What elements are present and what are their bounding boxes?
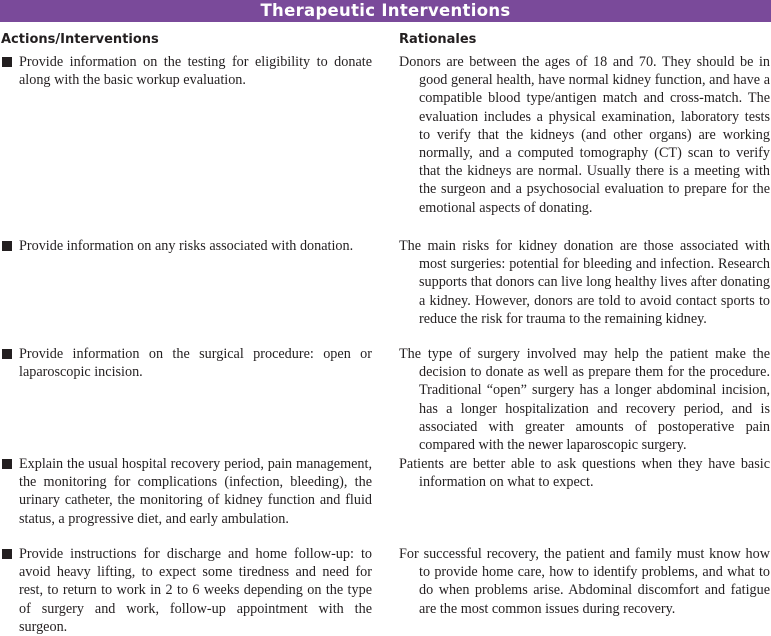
action-text: Provide information on any risks associated with donation.	[19, 238, 354, 254]
action-item	[2, 53, 372, 89]
action-item	[2, 237, 372, 255]
square-bullet-icon	[2, 549, 12, 559]
action-text: Provide information on the testing for eligibility to donate along with the basic workup evaluation.	[19, 54, 372, 89]
rationale-text: The type of surgery involved may help the patient make the decision to donate as well as prepare them for the procedure. Traditional “open” surgery has a longer abdominal incision, has a longer hospitalization and recovery period, and is associated with greater amounts of postoperative pain compared with the newer laparoscopic surgery.	[399, 346, 770, 454]
section-title: Therapeutic Interventions	[0, 0, 771, 22]
action-text: Explain the usual hospital recovery period, pain management, the monitoring for complications (infection, bleeding), the urinary catheter, the monitoring of kidney function and fluid status, a progressive diet, and early ambulation.	[19, 456, 372, 527]
action-item	[2, 455, 372, 528]
rationales-column-header: Rationales	[399, 32, 477, 47]
action-text: Provide information on the surgical procedure: open or laparoscopic incision.	[19, 346, 372, 381]
action-text: Provide instructions for discharge and home follow-up: to avoid heavy lifting, to expect some tiredness and need for rest, to return to work in 2 to 6 weeks depending on the type of surgery and work, follow-up appointment with the surgeon.	[19, 546, 372, 635]
actions-column-header: Actions/Interventions	[1, 32, 159, 47]
square-bullet-icon	[2, 349, 12, 359]
square-bullet-icon	[2, 57, 12, 67]
square-bullet-icon	[2, 241, 12, 251]
action-item	[2, 545, 372, 636]
action-item	[2, 345, 372, 381]
square-bullet-icon	[2, 459, 12, 469]
rationale-text: The main risks for kidney donation are those associated with most surgeries: potential for bleeding and infection. Research supports that donors can live long healthy lives after donating a kidney. However, donors are told to avoid contact sports to reduce the risk for trauma to the remaining kidney.	[399, 238, 770, 327]
rationale-text: For successful recovery, the patient and family must know how to provide home care, how to identify problems, and what to do when problems arise. Abdominal discomfort and fatigue are the most common issues during recovery.	[399, 546, 770, 617]
rationale-text: Donors are between the ages of 18 and 70. They should be in good general health, have normal kidney function, and have a compatible blood type/antigen match and cross-match. The evaluation includes a physical examination, laboratory tests to verify that the kidneys (and other organs) are working normally, and a computed tomography (CT) scan to verify that the kidneys are normal. Usually there is a meeting with the surgeon and a psychosocial evaluation to prepare for the emotional aspects of donating.	[399, 54, 770, 216]
rationale-text: Patients are better able to ask questions when they have basic information on what to expect.	[399, 456, 770, 491]
